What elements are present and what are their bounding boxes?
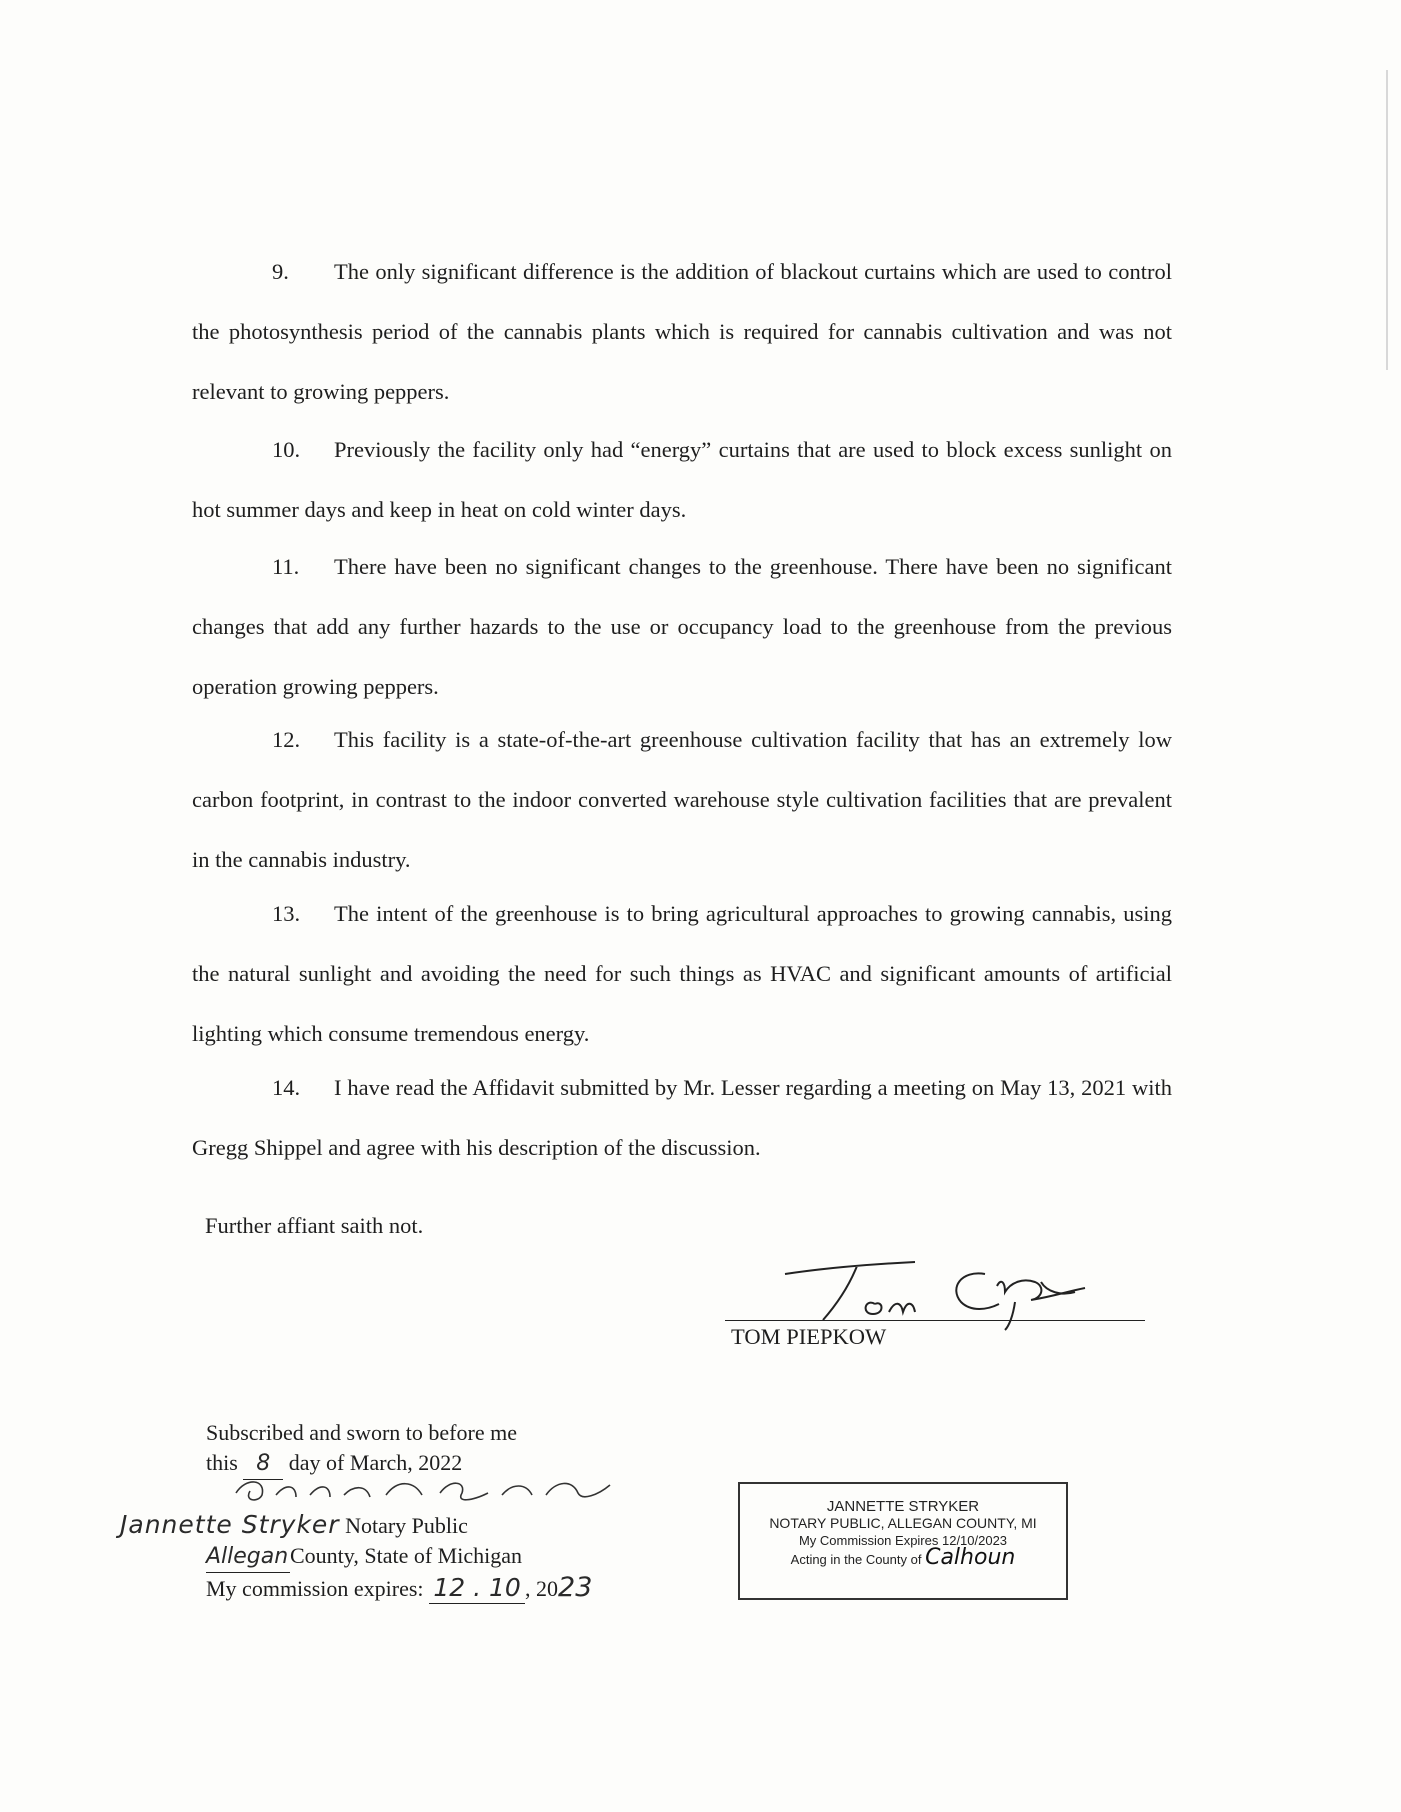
expires-year-prefix: , 20 [525, 1576, 559, 1601]
stamp-title: NOTARY PUBLIC, ALLEGAN COUNTY, MI [769, 1515, 1037, 1531]
notary-name-handwritten: Jannette Stryker [120, 1510, 340, 1539]
affiant-signature-block [725, 1260, 1145, 1350]
stamp-acting-line [740, 1545, 1066, 1570]
jurat-county-line [206, 1541, 592, 1573]
paragraph-text: The intent of the greenhouse is to bring agricultural approaches to growing cannabis, using the natural sunlight and avoiding the need for such things as HVAC and significant amounts of artificial lighting which consume tremendous energy. [192, 901, 1172, 1046]
jurat-notary-public: Notary Public [345, 1513, 468, 1538]
paragraph-10 [192, 420, 1172, 540]
jurat-line-subscribed: Subscribed and sworn to before me [206, 1420, 517, 1445]
paragraph-text: Previously the facility only had “energy” curtains that are used to block excess sunlight on hot summer days and keep in heat on cold winter days. [192, 437, 1172, 522]
stamp-acting-label: Acting in the County of [790, 1552, 922, 1567]
expires-month-day: 12 . 10 [429, 1573, 525, 1604]
paragraph-text: I have read the Affidavit submitted by Mr. Lesser regarding a meeting on May 13, 2021 with Gregg Shippel and agree with his description of the discussion. [192, 1075, 1172, 1160]
paragraph-number: 11. [272, 554, 300, 579]
jurat-day-of: day of March, 2022 [288, 1450, 463, 1475]
notary-stamp [738, 1482, 1068, 1600]
paragraph-11 [192, 537, 1172, 717]
day-handwritten: 8 [243, 1449, 283, 1480]
stamp-acting-county-handwritten: Calhoun [925, 1545, 1016, 1570]
county-handwritten: Allegan [206, 1542, 290, 1573]
expires-year-handwritten: 23 [558, 1572, 593, 1603]
scan-edge-mark [1386, 70, 1388, 370]
jurat-expires-line [206, 1573, 592, 1604]
closing-statement: Further affiant saith not. [205, 1213, 424, 1238]
paragraph-text: This facility is a state-of-the-art greenhouse cultivation facility that has an extremely low carbon footprint, in contrast to the indoor converted warehouse style cultivation facilities that are prevalent in the cannabis industry. [192, 727, 1172, 872]
jurat-county-suffix: County, State of Michigan [290, 1543, 522, 1568]
paragraph-text: There have been no significant changes to the greenhouse. There have been no significant changes that add any further hazards to the use or occupancy load to the greenhouse from the previous operation growing peppers. [192, 554, 1172, 699]
jurat-notary-line [120, 1510, 592, 1541]
paragraph-9 [192, 242, 1172, 422]
paragraph-number: 9. [272, 259, 289, 284]
stamp-expires: My Commission Expires 12/10/2023 [798, 1533, 1008, 1548]
paragraph-number: 12. [272, 727, 301, 752]
paragraph-12 [192, 710, 1172, 890]
notary-signature-line [206, 1480, 592, 1510]
affiant-printed-name: TOM PIEPKOW [731, 1324, 887, 1349]
paragraph-number: 13. [272, 901, 301, 926]
paragraph-number: 10. [272, 437, 301, 462]
jurat-this: this [206, 1450, 238, 1475]
signature-line [725, 1320, 1145, 1321]
paragraph-14 [192, 1058, 1172, 1178]
jurat-line-date [206, 1448, 592, 1480]
expires-label: My commission expires: [206, 1576, 424, 1601]
paragraph-number: 14. [272, 1075, 301, 1100]
paragraph-13 [192, 884, 1172, 1064]
notary-jurat [120, 1418, 593, 1604]
paragraph-text: The only significant difference is the addition of blackout curtains which are used to control the photosynthesis period of the cannabis plants which is required for cannabis cultivation and was not relevant to growing peppers. [192, 259, 1172, 404]
stamp-name: JANNETTE STRYKER [826, 1498, 980, 1515]
